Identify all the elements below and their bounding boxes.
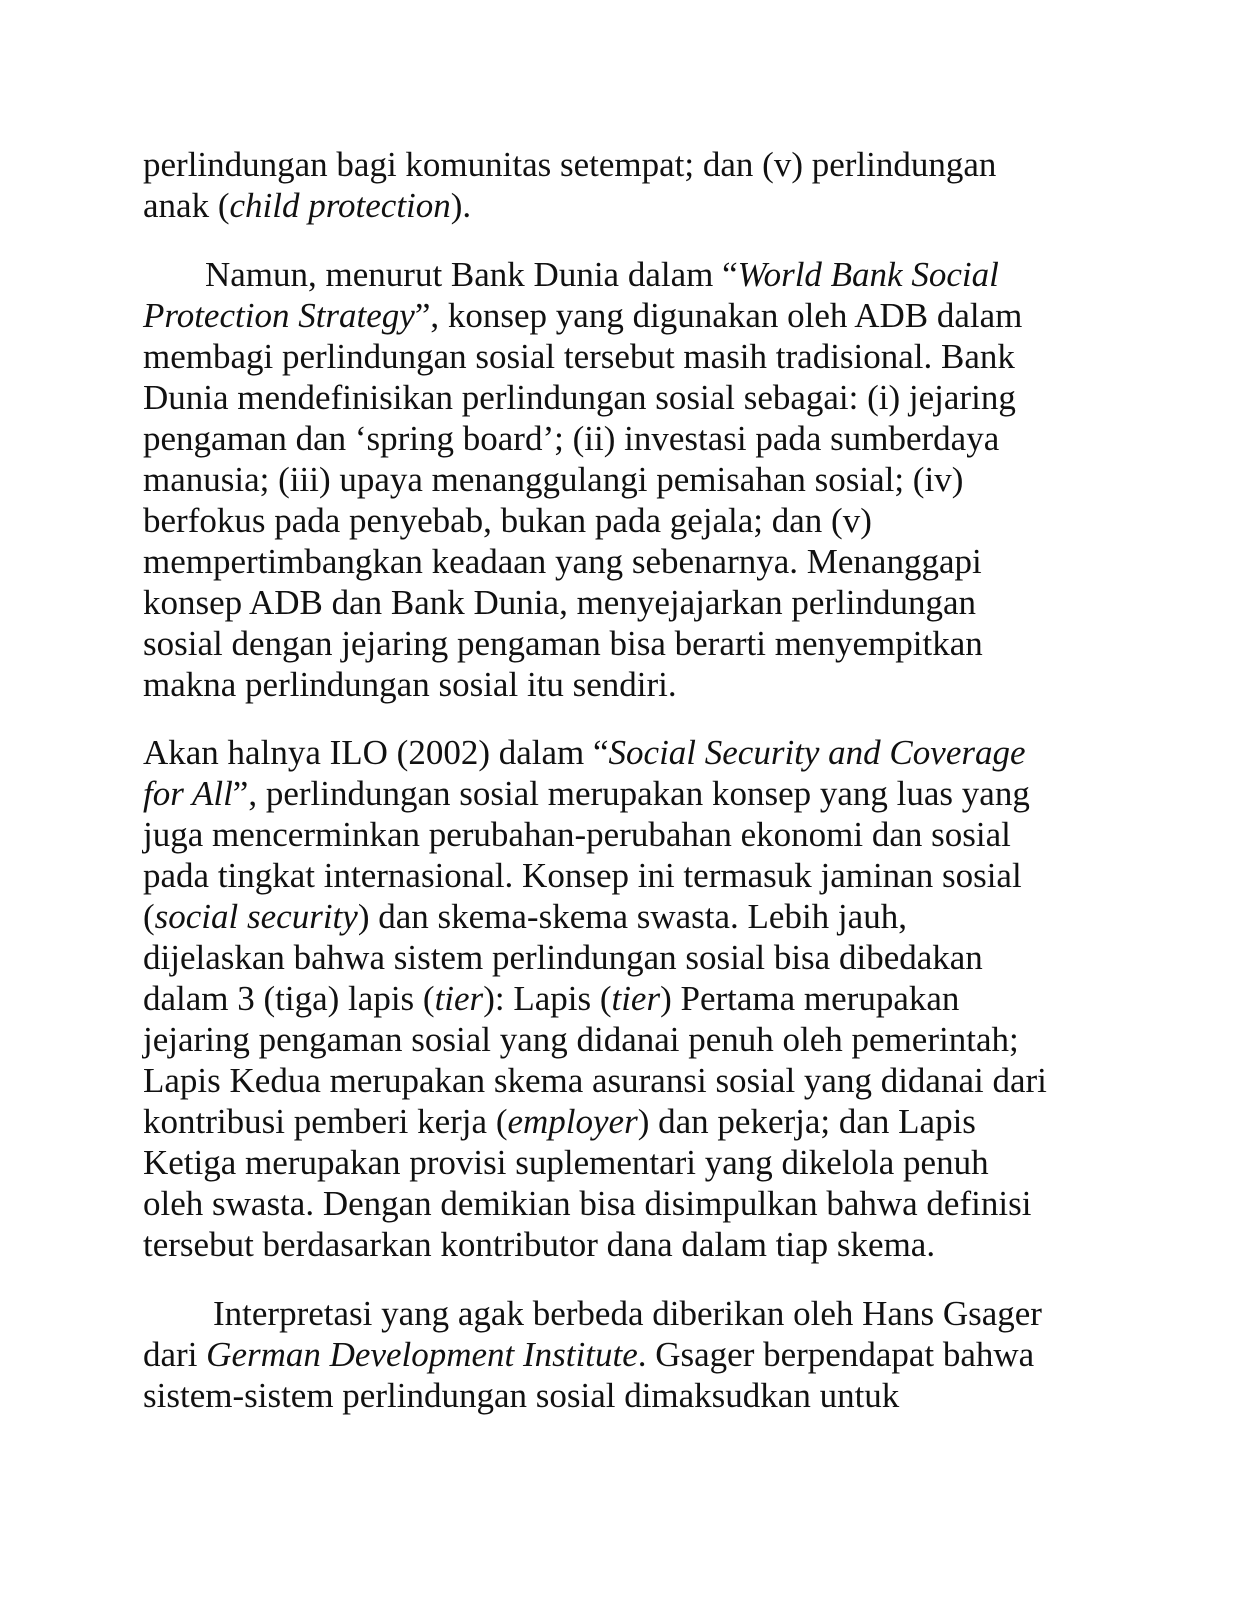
text-line: mempertimbangkan keadaan yang sebenarnya. Menanggapi — [143, 542, 982, 581]
text-line: Protection Strategy”, konsep yang digunakan oleh ADB dalam — [143, 296, 1023, 335]
text-line: (social security) dan skema-skema swasta. Lebih jauh, — [143, 897, 907, 936]
text-line: makna perlindungan sosial itu sendiri. — [143, 665, 677, 704]
text-line: manusia; (iii) upaya menanggulangi pemisahan sosial; (iv) — [143, 460, 964, 499]
text-line: dijelaskan bahwa sistem perlindungan sosial bisa dibedakan — [143, 938, 983, 977]
paragraph-1 — [143, 144, 1078, 226]
text-line: Lapis Kedua merupakan skema asuransi sosial yang didanai dari — [143, 1061, 1047, 1100]
text-line: perlindungan bagi komunitas setempat; dan (v) perlindungan — [143, 145, 997, 184]
text-line: oleh swasta. Dengan demikian bisa disimpulkan bahwa definisi — [143, 1184, 1032, 1223]
text-line: for All”, perlindungan sosial merupakan konsep yang luas yang — [143, 774, 1030, 813]
italic-term: employer — [507, 1102, 638, 1141]
paragraph-4 — [143, 1293, 1078, 1416]
text-line: berfokus pada penyebab, bukan pada gejala; dan (v) — [143, 501, 872, 540]
text-line: Ketiga merupakan provisi suplementari yang dikelola penuh — [143, 1143, 989, 1182]
text-line: anak (child protection). — [143, 186, 472, 225]
text-line: sistem-sistem perlindungan sosial dimaksudkan untuk — [143, 1376, 900, 1415]
text-line: membagi perlindungan sosial tersebut masih tradisional. Bank — [143, 337, 1015, 376]
paragraph-3 — [143, 732, 1078, 1265]
italic-term: tier — [434, 979, 484, 1018]
italic-term: for All — [143, 774, 233, 813]
text-line: Dunia mendefinisikan perlindungan sosial sebagai: (i) jejaring — [143, 378, 1016, 417]
text-line: Interpretasi yang agak berbeda diberikan oleh Hans Gsager — [213, 1294, 1042, 1333]
text-line: dalam 3 (tiga) lapis (tier): Lapis (tier) Pertama merupakan — [143, 979, 960, 1018]
paragraph-2 — [143, 254, 1078, 705]
text-line: juga mencerminkan perubahan-perubahan ekonomi dan sosial — [143, 815, 1011, 854]
text-line: Akan halnya ILO (2002) dalam “Social Security and Coverage — [143, 733, 1026, 772]
italic-term: German Development Institute — [206, 1335, 638, 1374]
text-line: sosial dengan jejaring pengaman bisa berarti menyempitkan — [143, 624, 983, 663]
text-line: konsep ADB dan Bank Dunia, menyejajarkan perlindungan — [143, 583, 976, 622]
text-line: tersebut berdasarkan kontributor dana dalam tiap skema. — [143, 1225, 936, 1264]
italic-term: tier — [611, 979, 661, 1018]
italic-term: Protection Strategy — [143, 296, 415, 335]
italic-term: World Bank Social — [737, 255, 999, 294]
italic-term: child protection — [229, 186, 451, 225]
text-line: dari German Development Institute. Gsager berpendapat bahwa — [143, 1335, 1035, 1374]
text-line: pengaman dan ‘spring board’; (ii) investasi pada sumberdaya — [143, 419, 1000, 458]
text-line: jejaring pengaman sosial yang didanai penuh oleh pemerintah; — [143, 1020, 1019, 1059]
text-line: pada tingkat internasional. Konsep ini termasuk jaminan sosial — [143, 856, 1022, 895]
text-line: kontribusi pemberi kerja (employer) dan pekerja; dan Lapis — [143, 1102, 976, 1141]
italic-term: Social Security and Coverage — [608, 733, 1026, 772]
italic-term: social security — [154, 897, 358, 936]
text-line: Namun, menurut Bank Dunia dalam “World Bank Social — [205, 255, 999, 294]
